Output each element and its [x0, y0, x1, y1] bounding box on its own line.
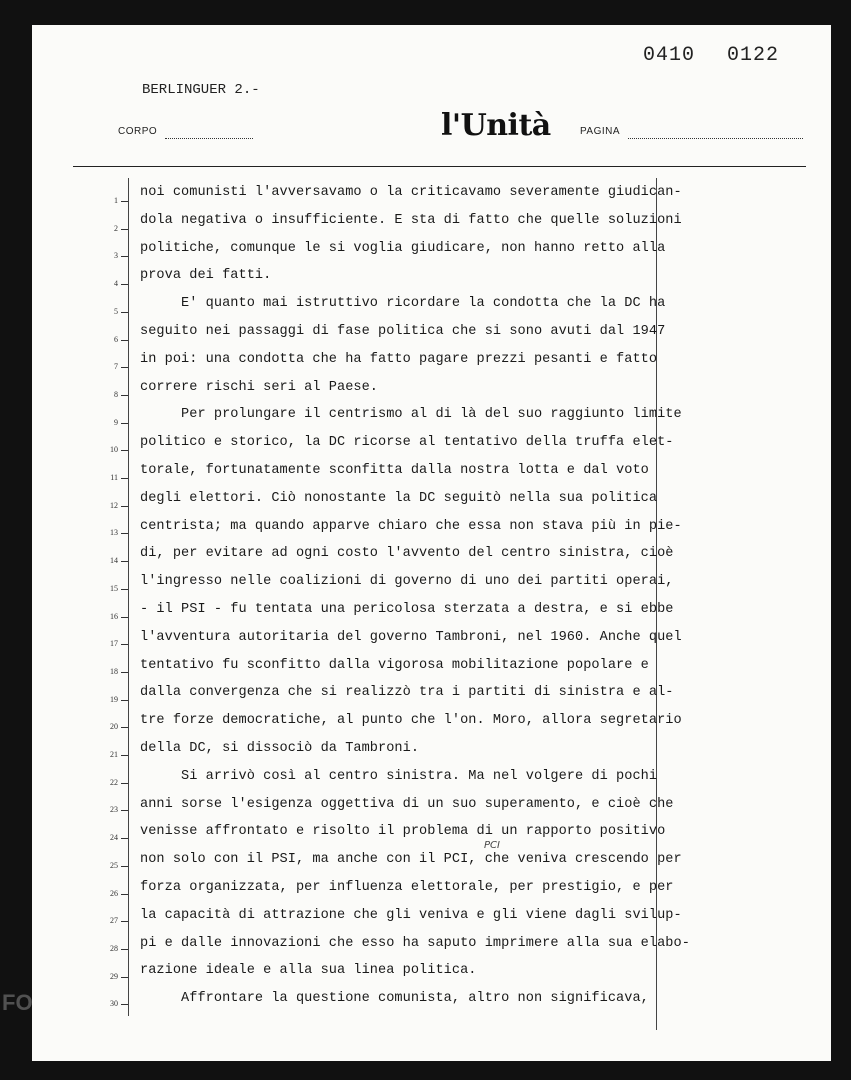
line-number: 13 — [110, 528, 118, 538]
line-number: 7 — [114, 362, 118, 372]
line-tick — [121, 894, 128, 895]
line-tick — [121, 478, 128, 479]
line-tick — [121, 561, 128, 562]
text-line: la capacità di attrazione che gli veniva e gli viene dagli svilup- — [140, 907, 682, 923]
text-line: pi e dalle innovazioni che esso ha saputo imprimere alla sua elabo- — [140, 935, 690, 951]
line-tick — [121, 617, 128, 618]
text-line: l'ingresso nelle coalizioni di governo di uno dei partiti operai, — [140, 574, 674, 590]
line-tick — [121, 312, 128, 313]
line-tick — [121, 755, 128, 756]
text-line: noi comunisti l'avversavamo o la criticavamo severamente giudican- — [140, 185, 682, 200]
line-number: 15 — [110, 583, 118, 593]
line-number: 24 — [110, 833, 118, 843]
line-tick — [121, 977, 128, 978]
line-number: 12 — [110, 500, 118, 510]
pagina-label: PAGINA — [580, 126, 621, 137]
line-tick — [121, 700, 128, 701]
text-line: forza organizzata, per influenza elettorale, per prestigio, e per — [140, 880, 674, 895]
line-tick — [121, 810, 128, 811]
line-tick — [121, 1004, 128, 1005]
line-tick — [121, 644, 128, 645]
line-number: 19 — [110, 694, 118, 704]
text-line: anni sorse l'esigenza oggettiva di un suo superamento, e cioè che — [140, 796, 674, 812]
line-number: 18 — [110, 666, 118, 676]
text-line: torale, fortunatamente sconfitta dalla nostra lotta e dal voto — [140, 463, 649, 478]
line-tick — [121, 423, 128, 424]
text-line: l'avventura autoritaria del governo Tambroni, nel 1960. Anche quel — [140, 629, 682, 645]
line-tick — [121, 727, 128, 728]
text-line: Per prolungare il centrismo al di là del suo raggiunto limite — [140, 407, 682, 423]
archive-watermark: FO — [2, 990, 33, 1015]
document-number-1: 0410 — [643, 44, 696, 67]
line-tick — [121, 589, 128, 590]
line-number: 22 — [110, 777, 118, 787]
text-line: E' quanto mai istruttivo ricordare la condotta che la DC ha — [140, 296, 666, 312]
line-number: 25 — [110, 860, 118, 870]
text-line: prova dei fatti. — [140, 268, 272, 284]
line-number: 6 — [114, 334, 118, 344]
line-tick — [121, 672, 128, 673]
masthead-logo: l'Unità — [441, 108, 551, 143]
text-line: tre forze democratiche, al punto che l'on. Moro, allora segretario — [140, 713, 682, 729]
text-line: in poi: una condotta che ha fatto pagare prezzi pesanti e fatto — [140, 351, 658, 367]
text-line: non solo con il PSI, ma anche con il PCI, che veniva crescendo per — [140, 852, 682, 868]
text-line: Si arrivò così al centro sinistra. Ma nel volgere di pochi — [140, 768, 658, 784]
line-tick — [121, 201, 128, 202]
text-line: centrista; ma quando apparve chiaro che essa non stava più in pie- — [140, 518, 682, 534]
line-number: 17 — [110, 639, 118, 649]
document-number-2: 0122 — [727, 44, 780, 67]
line-number: 29 — [110, 971, 118, 981]
line-number: 5 — [114, 306, 118, 316]
line-tick — [121, 395, 128, 396]
line-number: 21 — [110, 750, 118, 759]
line-number: 11 — [110, 473, 118, 482]
line-tick — [121, 450, 128, 451]
line-tick — [121, 866, 128, 867]
text-line: tentativo fu sconfitto dalla vigorosa mobilitazione popolare e — [140, 657, 649, 673]
text-line: politiche, comunque le si voglia giudicare, non hanno retto alla — [140, 240, 666, 256]
line-number: 9 — [114, 417, 118, 427]
line-number: 23 — [110, 805, 118, 815]
line-tick — [121, 340, 128, 341]
line-number: 8 — [114, 389, 118, 399]
text-line: dalla convergenza che si realizzò tra i partiti di sinistra e al- — [140, 685, 674, 701]
line-number: 14 — [110, 556, 118, 566]
text-line: venisse affrontato e risolto il problema di un rapporto positivo — [140, 824, 666, 840]
left-margin-line — [128, 178, 129, 1016]
text-line: seguito nei passaggi di fase politica che si sono avuti dal 1947 — [140, 324, 666, 339]
line-number: 26 — [110, 888, 118, 898]
line-tick — [121, 256, 128, 257]
line-tick — [121, 284, 128, 285]
line-number: 10 — [110, 445, 118, 455]
line-number: 2 — [114, 223, 118, 233]
text-line: politico e storico, la DC ricorse al tentativo della truffa elet- — [140, 435, 674, 451]
corpo-dotted-field — [165, 128, 253, 139]
line-number: 3 — [114, 251, 118, 261]
header-rule — [73, 166, 806, 167]
text-line: Affrontare la questione comunista, altro non significava, — [140, 991, 649, 1007]
text-line: razione ideale e alla sua linea politica. — [140, 963, 477, 979]
typewritten-page — [32, 25, 831, 1061]
text-line: degli elettori. Ciò nonostante la DC seguitò nella sua politica — [140, 490, 658, 506]
line-tick — [121, 367, 128, 368]
text-line: correre rischi seri al Paese. — [140, 379, 379, 395]
line-number: 28 — [110, 943, 118, 953]
line-tick — [121, 533, 128, 534]
line-tick — [121, 783, 128, 784]
line-number: 16 — [110, 611, 118, 621]
handwritten-annotation: PCI — [484, 840, 500, 851]
text-line: - il PSI - fu tentata una pericolosa sterzata a destra, e si ebbe — [140, 602, 674, 617]
line-tick — [121, 949, 128, 950]
line-number: 4 — [114, 279, 118, 289]
line-tick — [121, 229, 128, 230]
article-slug: BERLINGUER 2.- — [142, 82, 260, 98]
pagina-dotted-field — [628, 128, 803, 139]
line-number: 27 — [110, 916, 118, 926]
text-line: dola negativa o insufficiente. E sta di fatto che quelle soluzioni — [140, 212, 682, 228]
line-tick — [121, 506, 128, 507]
line-number: 30 — [110, 999, 118, 1009]
line-tick — [121, 921, 128, 922]
line-number: 20 — [110, 722, 118, 732]
line-number: 1 — [114, 196, 118, 205]
line-tick — [121, 838, 128, 839]
corpo-label: CORPO — [118, 126, 158, 137]
text-line: di, per evitare ad ogni costo l'avvento del centro sinistra, cioè — [140, 546, 674, 562]
text-line: della DC, si dissociò da Tambroni. — [140, 741, 420, 756]
